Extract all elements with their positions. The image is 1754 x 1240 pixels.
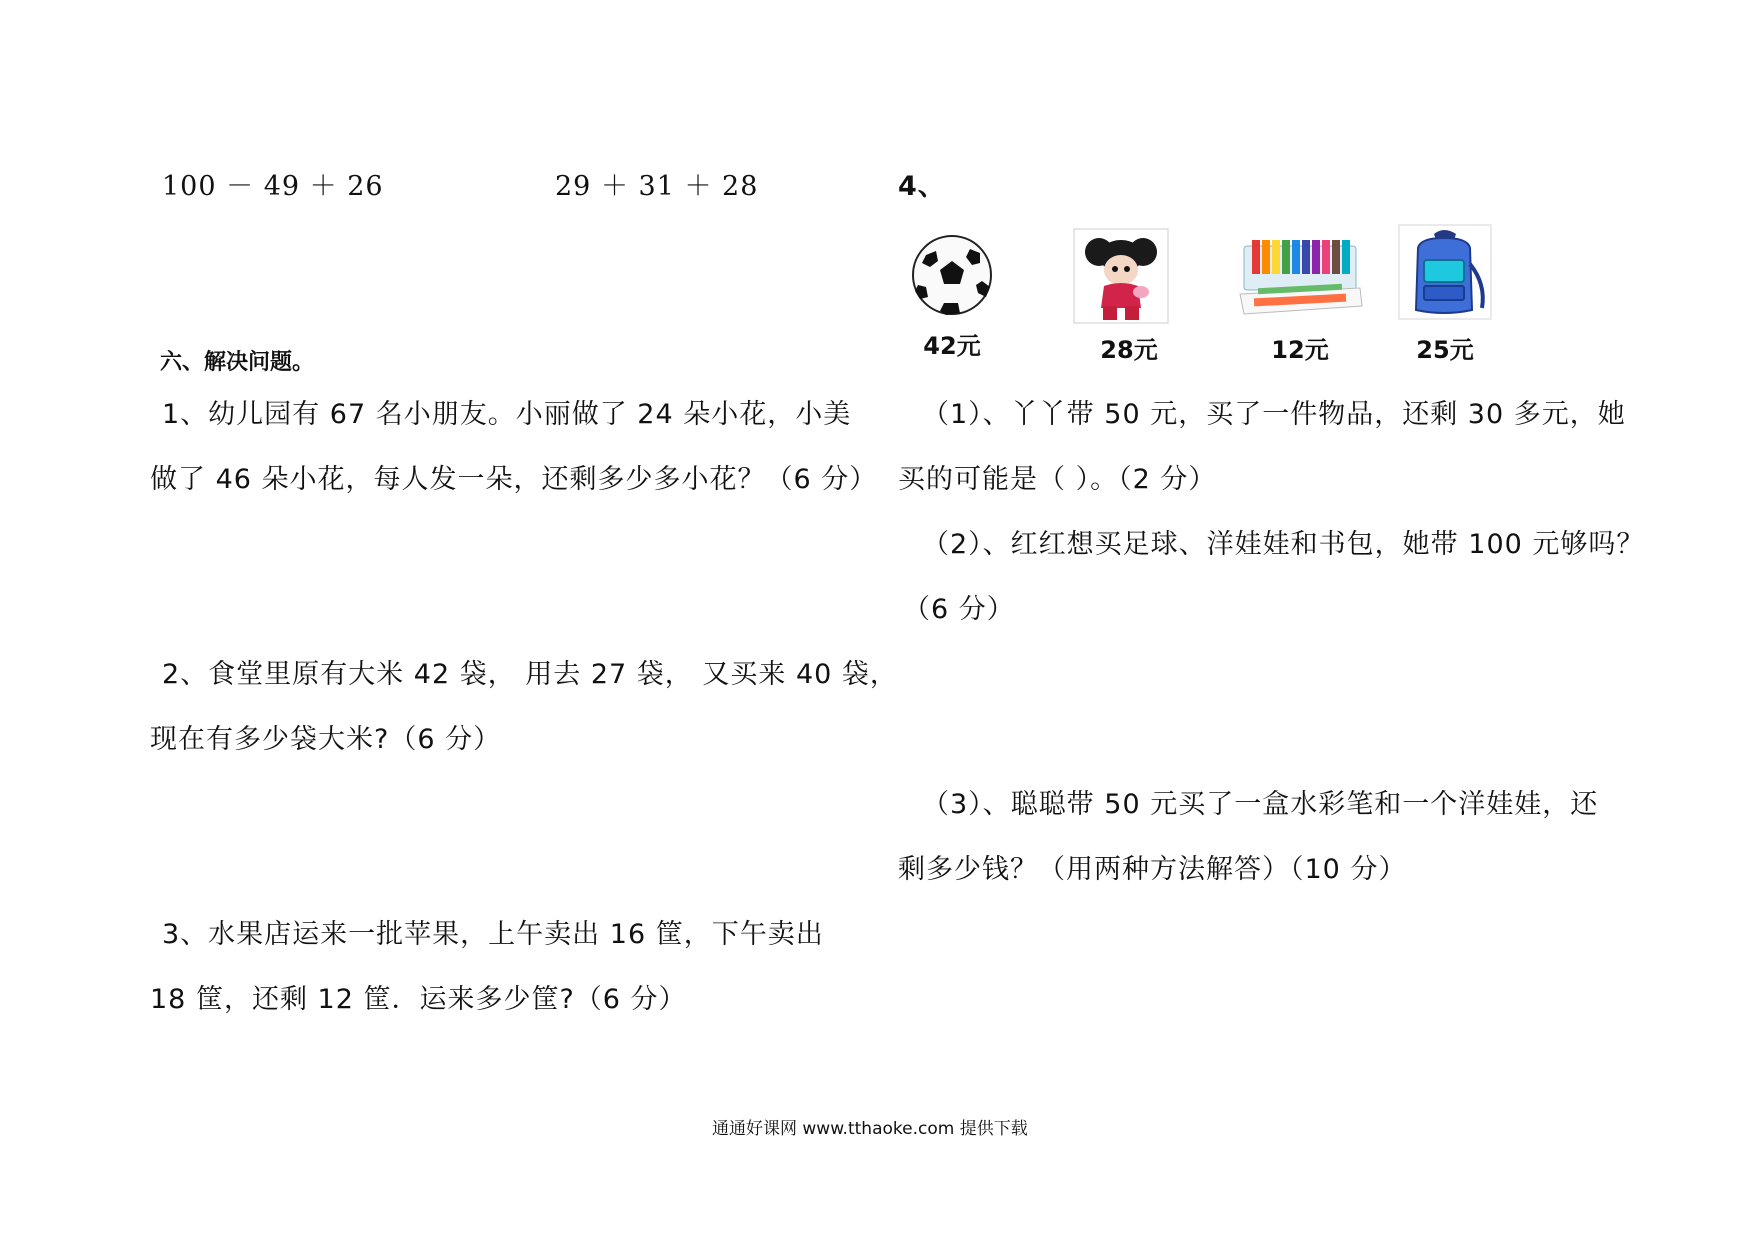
price-soccer-ball: 42元 (923, 332, 981, 360)
expression-2: 29 ＋ 31 ＋ 28 (555, 171, 759, 202)
question-1-line-1: 1、幼儿园有 67 名小朋友。小丽做了 24 朵小花，小美 (162, 399, 852, 430)
part-2-line-2: （6 分） (903, 594, 1015, 625)
part-1-line-1: （1）、丫丫带 50 元，买了一件物品，还剩 30 多元，她 (922, 399, 1626, 430)
price-backpack: 25元 (1416, 336, 1474, 364)
question-3-line-2: 18 筐，还剩 12 筐．运来多少筐?（6 分） (150, 984, 687, 1015)
section-title: 六、解决问题。 (160, 350, 315, 375)
part-1-line-2: 买的可能是（ ）。（2 分） (898, 464, 1217, 495)
part-2-line-1: （2）、红红想买足球、洋娃娃和书包，她带 100 元够吗？ (922, 529, 1645, 560)
question-4-label: 4、 (898, 171, 946, 202)
price-doll: 28元 (1100, 336, 1158, 364)
backpack-icon (1398, 224, 1492, 320)
soccer-ball-icon (910, 233, 994, 317)
question-2-line-1: 2、食堂里原有大米 42 袋， 用去 27 袋， 又买来 40 袋， (162, 659, 898, 690)
question-1-line-2: 做了 46 朵小花，每人发一朵，还剩多少多小花？（6 分） (150, 464, 878, 495)
expression-1: 100 － 49 ＋ 26 (162, 171, 384, 202)
watercolor-pens-icon (1238, 230, 1364, 318)
price-watercolor-pens: 12元 (1271, 336, 1329, 364)
part-3-line-2: 剩多少钱？（用两种方法解答）（10 分） (898, 854, 1407, 885)
doll-icon (1073, 228, 1169, 324)
footer-credit: 通通好课网 www.tthaoke.com 提供下载 (712, 1119, 1028, 1139)
part-3-line-1: （3）、聪聪带 50 元买了一盒水彩笔和一个洋娃娃，还 (922, 789, 1599, 820)
question-2-line-2: 现在有多少袋大米?（6 分） (150, 724, 502, 755)
question-3-line-1: 3、水果店运来一批苹果，上午卖出 16 筐，下午卖出 (162, 919, 824, 950)
